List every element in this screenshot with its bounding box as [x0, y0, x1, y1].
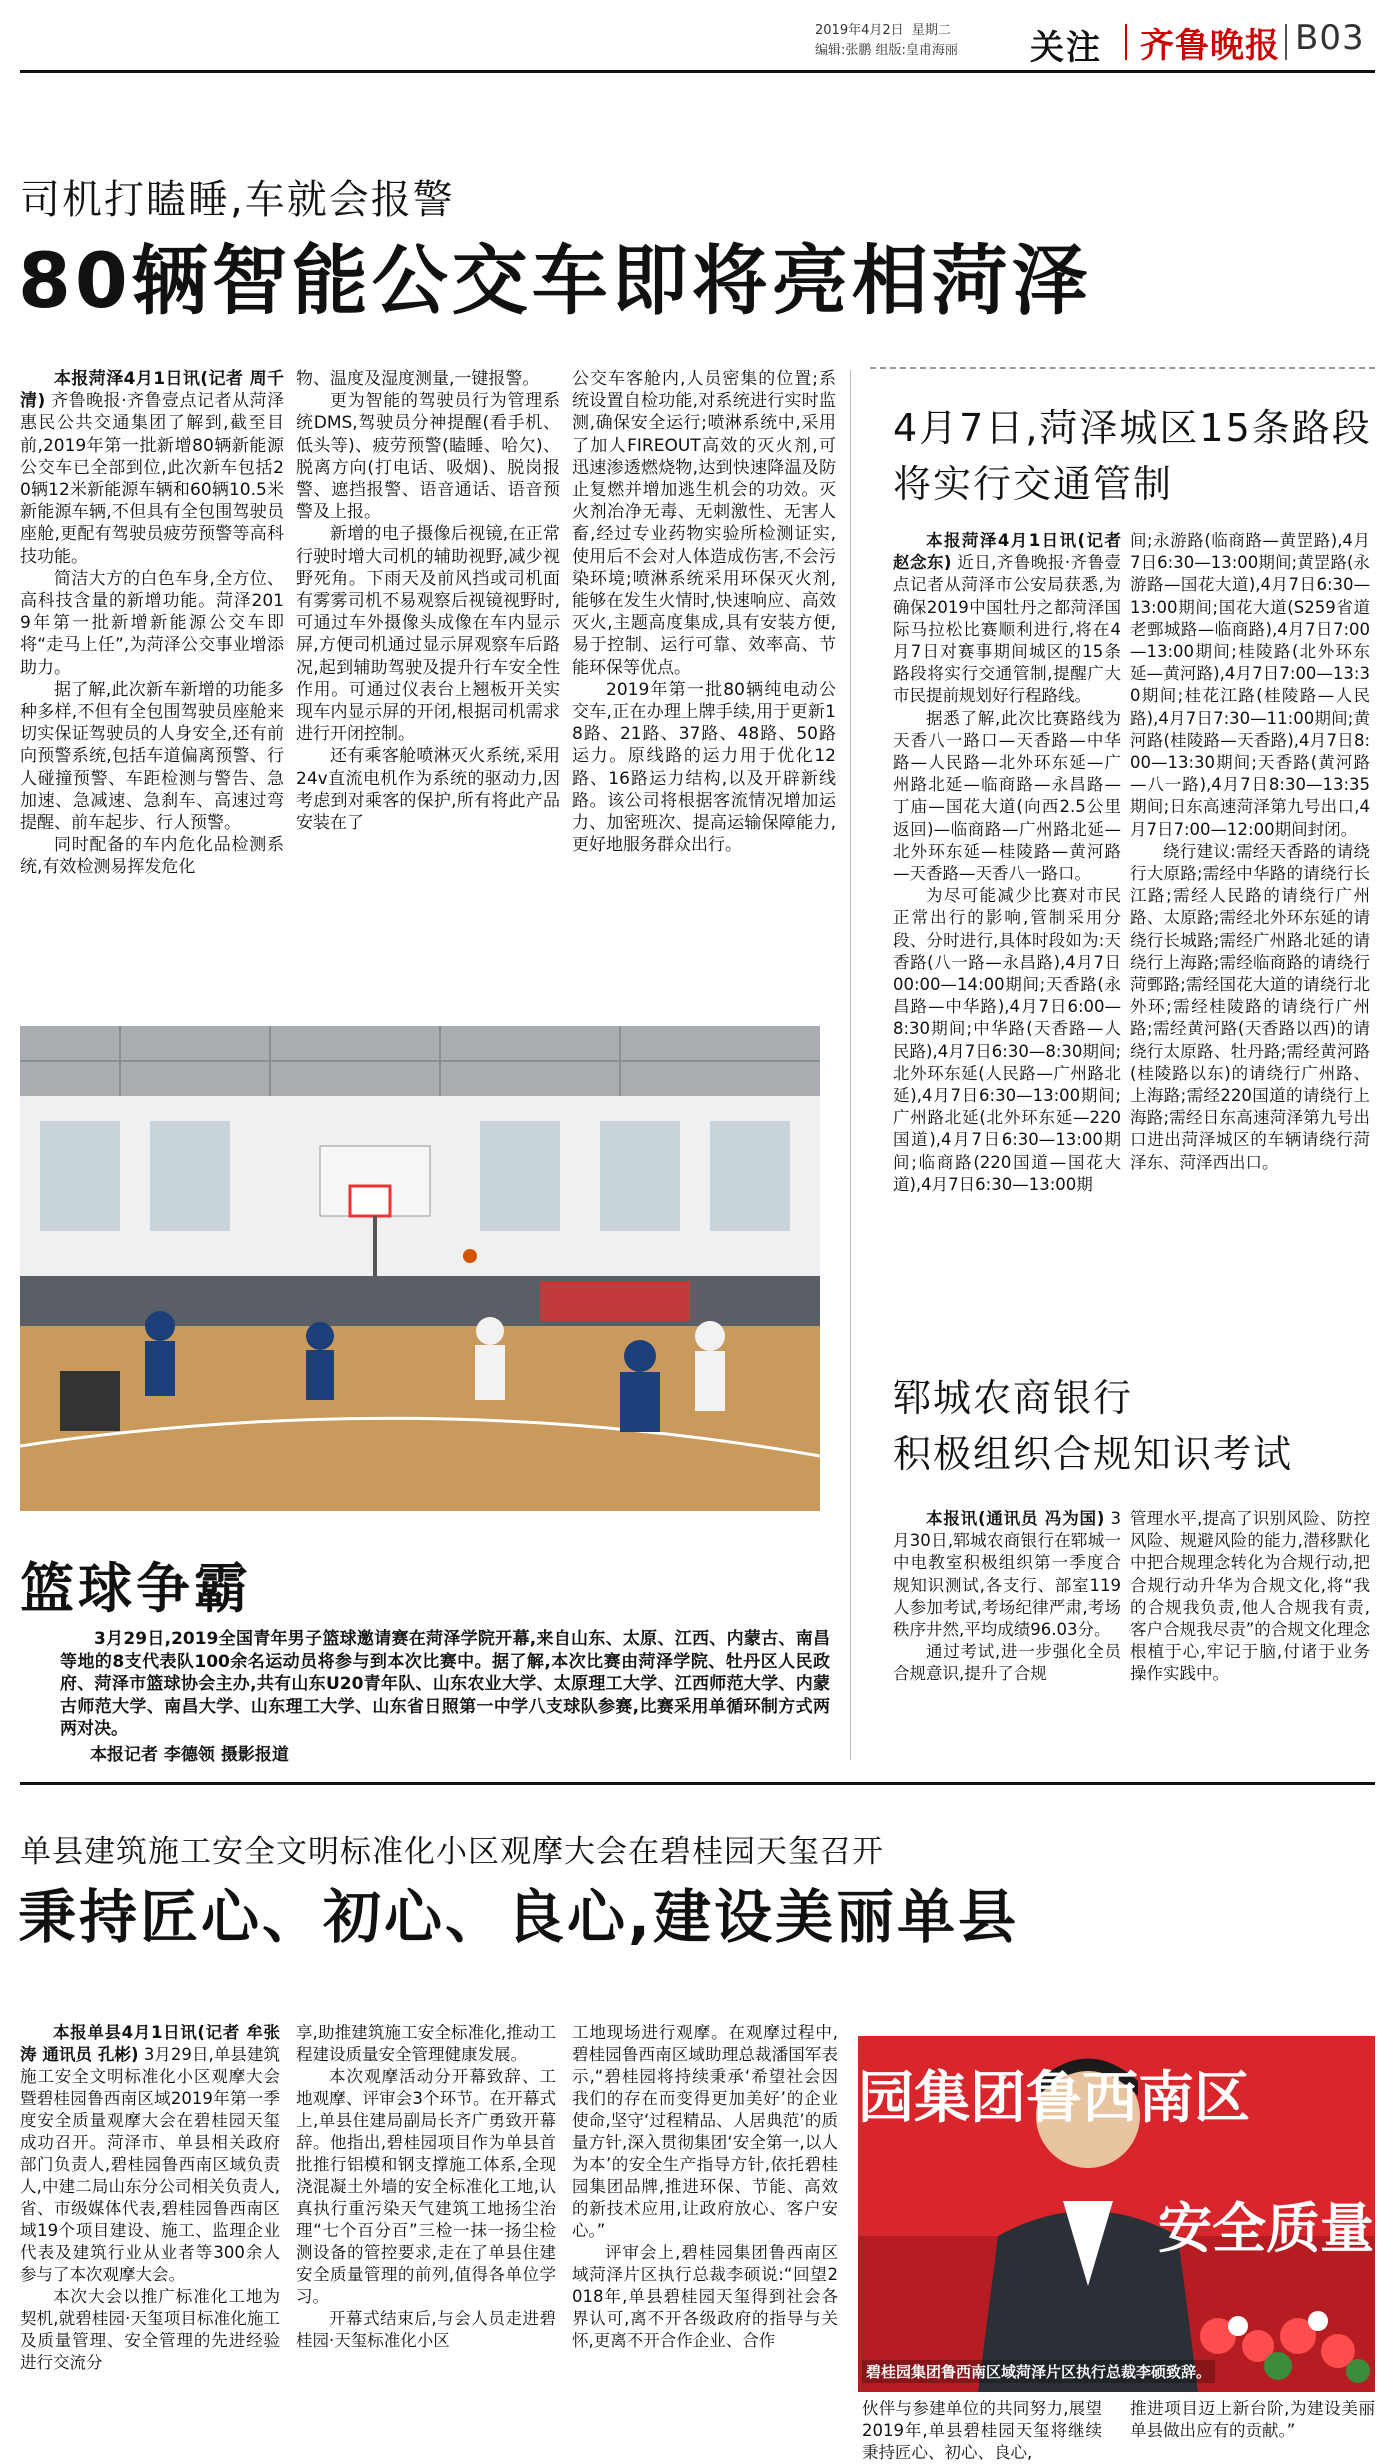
story4-column-2: [296, 2022, 556, 2352]
paragraph-text: 据悉了解,此次比赛路线为天香八一路口—天香路—中华路—人民路—北外环东延—广州路北延—临商路—永昌路—丁庙—国花大道(向西2.5公里返回)—临商路—广州路北延—北外环东延—桂陵路—黄河路—天香路—天香八一路口。: [893, 708, 1121, 884]
dateline: 本报菏泽4月1日讯(记者 周千清): [20, 369, 284, 412]
header-divider: [1125, 24, 1127, 60]
dateline: 本报菏泽4月1日讯(记者 赵念东): [893, 531, 1121, 573]
paragraph-text: 还有乘客舱喷淋灭火系统,采用24v直流电机作为系统的驱动力,因考虑到对乘客的保护,所有将此产品安装在了: [296, 746, 560, 834]
section-divider: [870, 367, 1375, 369]
paragraph: [893, 885, 1121, 1196]
paragraph-text: 本次大会以推广标准化工地为契机,就碧桂园·天玺项目标准化施工及质量管理、安全管理的先进经验进行交流分: [20, 2287, 280, 2372]
mid-rule: [20, 1782, 1375, 1785]
paragraph-text: 开幕式结束后,与会人员走进碧桂园·天玺标准化小区: [296, 2309, 556, 2350]
basketball-title: 篮球争霸: [20, 1557, 252, 1620]
paragraph-text: 公交车客舱内,人员密集的位置;系统设置自检功能,对系统进行实时监测,确保安全运行;喷淋系统中,采用了加人FIREOUT高效的灭火剂,可迅速渗透燃烧物,达到快速降温及防止复燃并增加逃生机会的功效。灭火剂冶净无毒、无刺激性、无害人畜,经过专业药物实验所检测证实,使用后不会对人体造成伤害,不会污染环境;喷淋系统采用环保灭火剂,能够在发生火情时,快速响应、高效灭火,主题高度集成,具有安装方便,易于控制、运行可靠、效率高、节能环保等优点。: [572, 369, 836, 678]
paragraph-text: 齐鲁晚报·齐鲁壹点记者从菏泽惠民公共交通集团了解到,截至目前,2019年第一批新增80辆新能源公交车已全部到位,此次新车包括20辆12米新能源车辆和60辆10.5米新能源车辆,不但具有全包围驾驶员座舱,更配有驾驶员疲劳预警等高科技功能。: [20, 391, 284, 567]
header-divider: [1285, 24, 1287, 60]
paragraph: [20, 2022, 280, 2286]
photo-caption: 碧桂园集团鲁西南区域菏泽片区执行总裁李硕致辞。: [862, 2360, 1215, 2383]
paragraph-text: 伙伴与参建单位的共同努力,展望2019年,单县碧桂园天玺将继续秉持匠心、初心、良心,: [862, 2399, 1102, 2462]
issue-date: 2019年4月2日 星期二: [815, 23, 951, 38]
paragraph-text: 据了解,此次新车新增的功能多种多样,不但有全包围驾驶员座舱来切实保证驾驶员的人身安全,还有前向预警系统,包括车道偏离预警、行人碰撞预警、车距检测与警告、急加速、急减速、急刹车、高速过弯提醒、前车起步、行人预警。: [20, 679, 284, 834]
paragraph: [1130, 841, 1370, 1174]
top-rule: [20, 70, 1375, 73]
newspaper-logo: 齐鲁晚报: [1140, 26, 1280, 66]
story4-column-5: [1130, 2398, 1375, 2442]
paragraph-text: 推进项目迈上新台阶,为建设美丽单县做出应有的贡献。”: [1130, 2399, 1375, 2440]
story3-column-2: [1130, 1508, 1370, 1686]
story1-column-2: [296, 368, 560, 834]
paragraph-text: 享,助推建筑施工安全标准化,推动工程建设质量安全管理健康发展。: [296, 2023, 556, 2064]
paragraph: [1130, 2398, 1375, 2442]
paragraph: [572, 679, 836, 857]
story1-column-3: [572, 368, 836, 856]
paragraph-text: 3月29日,单县建筑施工安全文明标准化小区观摩大会暨碧桂园鲁西南区域2019年第一季度安全质量观摩大会在碧桂园天玺成功召开。菏泽市、单县相关政府部门负责人,碧桂园鲁西南区域负责人,中建二局山东分公司相关负责人,省、市级媒体代表,碧桂园鲁西南区域19个项目建设、施工、监理企业代表及建筑行业从业者等300余人参与了本次观摩大会。: [20, 2045, 281, 2284]
basketball-photo: [20, 1026, 820, 1511]
story1-column-1: [20, 368, 284, 879]
paragraph-text: 管理水平,提高了识别风险、防控风险、规避风险的能力,潜移默化中把合规理念转化为合规行动,把合规行动升华为合规文化,将“我的合规我负责,他人合规我有责,客户合规我尽责”的合规文化理念根植于心,牢记于脑,付诸于业务操作实践中。: [1130, 1509, 1370, 1684]
paragraph-text: 简洁大方的白色车身,全方位、高科技含量的新增功能。菏泽2019年第一批新增新能源公交车即将“走马上任”,为菏泽公交事业增添助力。: [20, 568, 284, 678]
paragraph: [296, 523, 560, 745]
paragraph-text: 评审会上,碧桂园集团鲁西南区域菏泽片区执行总裁李硕说:“回望2018年,单县碧桂园天玺得到社会各界认可,离不开各级政府的指导与关怀,更离不开合作企业、合作: [572, 2243, 838, 2350]
paragraph-text: 2019年第一批80辆纯电动公交车,正在办理上牌手续,用于更新18路、21路、37路、48路、50路运力。原线路的运力用于优化12路、16路运力结构,以及开辟新线路。该公司将根据客流情况增加运力、加密班次、提高运输保障能力,更好地服务群众出行。: [572, 679, 836, 856]
paragraph: [20, 679, 284, 834]
paragraph: [20, 2286, 280, 2374]
paragraph-text: 物、温度及湿度测量,一键报警。: [296, 369, 540, 389]
banner-text: 园集团鲁西南区: [858, 2066, 1250, 2131]
speaker-photo: [858, 2036, 1375, 2392]
paragraph-text: 更为智能的驾驶员行为管理系统DMS,驾驶员分神提醒(看手机、低头等)、疲劳预警(瞌睡、哈欠)、脱离方向(打电话、吸烟)、脱岗报警、遮挡报警、语音通话、语音预警及上报。: [296, 391, 560, 523]
story4-headline: 秉持匠心、初心、良心,建设美丽单县: [18, 1883, 1020, 1951]
story4-subtitle: 单县建筑施工安全文明标准化小区观摩大会在碧桂园天玺召开: [20, 1834, 884, 1870]
paragraph: [20, 834, 284, 878]
page-number: B03: [1295, 18, 1365, 58]
paragraph: [572, 2022, 838, 2242]
paragraph: [20, 368, 284, 568]
story4-column-3: [572, 2022, 838, 2352]
basketball-credit: 本报记者 李德领 摄影报道: [90, 1745, 289, 1765]
paragraph-text: 新增的电子摄像后视镜,在正常行驶时增大司机的辅助视野,减少视野死角。下雨天及前风挡或司机面有雾雾司机不易观察后视镜视野时,可通过车外摄像头成像在车内显示屏,方便司机通过显示屏观察车后路况,起到辅助驾驶及提升行车安全性作用。可通过仪表台上翘板开关实现车内显示屏的开闭,根据司机需求进行开闭控制。: [296, 524, 560, 745]
paragraph: [296, 2022, 556, 2066]
story3-headline-line1: 郓城农商银行: [893, 1376, 1134, 1420]
column-rule: [850, 370, 851, 1760]
story2-column-1: [893, 530, 1121, 1196]
story4-column-4: [862, 2398, 1102, 2464]
paragraph: [893, 530, 1121, 708]
paragraph: [296, 2066, 556, 2308]
story1-subtitle: 司机打瞌睡,车就会报警: [20, 177, 455, 223]
paragraph: [1130, 1508, 1370, 1686]
paragraph-text: 工地现场进行观摩。在观摩过程中,碧桂园鲁西南区域助理总裁潘国军表示,“碧桂园将持续秉承‘希望社会因我们的存在而变得更加美好’的企业使命,坚守‘过程精品、人居典范’的质量方针,深入贯彻集团‘安全第一,以人为本’的安全生产指导方针,依托碧桂园集团品牌,推进环保、节能、高效的新技术应用,让政府放心、客户安心。”: [572, 2023, 838, 2240]
paragraph: [296, 368, 560, 390]
basketball-body: 3月29日,2019全国青年男子篮球邀请赛在菏泽学院开幕,来自山东、太原、江西、内蒙古、南昌等地的8支代表队100余名运动员将参与到本次比赛中。据了解,本次比赛由菏泽学院、牡丹区人民政府、菏泽市篮球协会主办,共有山东U20青年队、山东农业大学、太原理工大学、江西师范大学、内蒙古师范大学、南昌大学、山东理工大学、山东省日照第一中学八支球队参赛,比赛采用单循环制方式两两对决。: [60, 1629, 830, 1739]
dateline: 本报讯(通讯员 冯为国): [926, 1509, 1105, 1528]
editor-credits: 编辑:张鹏 组版:皇甫海丽: [815, 43, 958, 58]
section-title: 关注: [1030, 28, 1102, 68]
paragraph: [862, 2398, 1102, 2464]
paragraph: [572, 2242, 838, 2352]
paragraph-text: 3月30日,郓城农商银行在郓城一中电教室积极组织第一季度合规知识测试,各支行、部室119人参加考试,考场纪律严肃,考场秩序井然,平均成绩96.03分。: [893, 1509, 1121, 1640]
paragraph: [296, 390, 560, 523]
paragraph: [296, 2308, 556, 2352]
paragraph-text: 为尽可能减少比赛对市民正常出行的影响,管制采用分段、分时进行,具体时段如为:天香路(八一路—永昌路),4月7日00:00—14:00期间;天香路(永昌路—中华路),4月7日6:00—8:30期间;中华路(天香路—人民路),4月7日6:30—8:30期间;北外环东延(人民路—广州路北延),4月7日6:30—13:00期间;广州路北延(北外环东延—220国道),4月7日6:30—13:00期间;临商路(220国道—国花大道),4月7日6:30—13:00期: [893, 886, 1121, 1194]
paragraph: [296, 745, 560, 834]
story3-column-1: [893, 1508, 1121, 1686]
paragraph: [572, 368, 836, 679]
paragraph-text: 近日,齐鲁晚报·齐鲁壹点记者从菏泽市公安局获悉,为确保2019中国牡丹之都菏泽国际马拉松比赛顺利进行,将在4月7日对赛事期间城区的15条路段将实行交通管制,提醒广大市民提前规划好行程路线。: [893, 553, 1121, 706]
paragraph: [893, 708, 1121, 886]
paragraph-text: 本次观摩活动分开幕致辞、工地观摩、评审会3个环节。在开幕式上,单县住建局副局长齐广勇致开幕辞。他指出,碧桂园项目作为单县首批推行铝模和钢支撑施工体系,全现浇混凝土外墙的安全标准化工地,认真执行重污染天气建筑工地扬尘治理“七个百分百”三检一抹一扬尘检测设备的管控要求,走在了单县住建安全质量管理的前列,值得各单位学习。: [296, 2067, 556, 2306]
paragraph: [893, 1641, 1121, 1685]
story4-column-1: [20, 2022, 280, 2374]
paragraph: [20, 568, 284, 679]
paragraph-text: 同时配备的车内危化品检测系统,有效检测易挥发危化: [20, 835, 284, 878]
paragraph-text: 通过考试,进一步强化全员合规意识,提升了合规: [893, 1642, 1121, 1684]
dateline: 本报单县4月1日讯(记者 牟张涛 通讯员 孔彬): [20, 2023, 280, 2064]
paragraph: [1130, 530, 1370, 841]
paragraph-text: 间;永游路(临商路—黄罡路),4月7日6:30—13:00期间;黄罡路(永游路—国花大道),4月7日6:30—13:00期间;国花大道(S259省道老鄄城路—临商路),4月7日7:00—13:00期间;桂陵路(北外环东延—黄河路),4月7日7:00—13:30期间;桂花江路(桂陵路—人民路),4月7日7:30—11:00期间;黄河路(桂陵路—天香路),4月7日8:00—13:30期间;天香路(黄河路—八一路),4月7日8:30—13:35期间;日东高速菏泽第九号出口,4月7日7:00—12:00期间封闭。: [1130, 531, 1370, 839]
paragraph: [893, 1508, 1121, 1641]
story2-headline-line1: 4月7日,菏泽城区15条路段: [893, 406, 1372, 450]
story3-headline-line2: 积极组织合规知识考试: [893, 1432, 1294, 1476]
paragraph-text: 绕行建议:需经天香路的请绕行大原路;需经中华路的请绕行长江路;需经人民路的请绕行广州路、太原路;需经北外环东延的请绕行长城路;需经广州路北延的请绕行上海路;需经临商路的请绕行菏鄄路;需经国花大道的请绕行北外环;需经桂陵路的请绕行广州路;需经黄河路(天香路以西)的请绕行太原路、牡丹路;需经黄河路(桂陵路以东)的请绕行广州路、上海路;需经220国道的请绕行上海路;需经日东高速菏泽第九号出口进出菏泽城区的车辆请绕行菏泽东、菏泽西出口。: [1130, 841, 1370, 1172]
banner-text: 安全质量: [1158, 2197, 1374, 2260]
story2-headline-line2: 将实行交通管制: [893, 462, 1174, 506]
story1-headline: 80辆智能公交车即将亮相菏泽: [18, 236, 1092, 325]
story2-column-2: [1130, 530, 1370, 1174]
